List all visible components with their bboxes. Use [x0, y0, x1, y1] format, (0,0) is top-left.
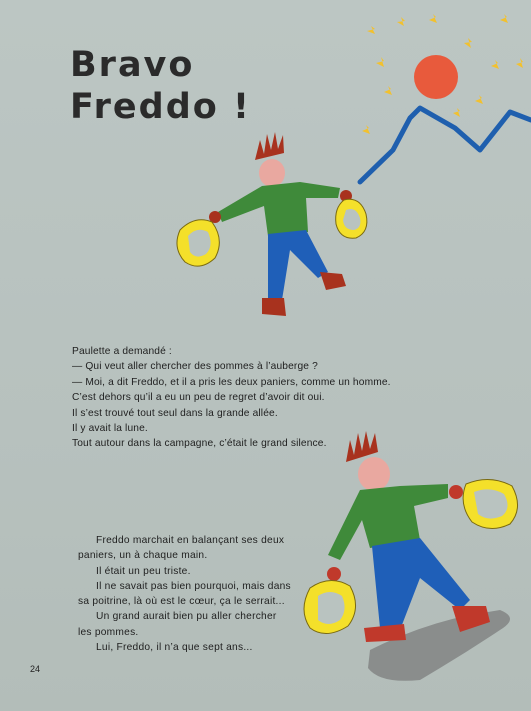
text-line: Il ne savait pas bien pourquoi, mais dans	[96, 580, 291, 592]
shoe	[320, 272, 346, 290]
head	[259, 159, 285, 187]
star-icon	[516, 58, 523, 68]
text-line: Freddo marchait en balançant ses deux	[96, 535, 285, 546]
text-line: — Moi, a dit Freddo, et il a pris les deux paniers, comme un homme.	[72, 376, 391, 388]
title-line-2: Freddo !	[70, 87, 251, 127]
freddo-figure-bottom	[304, 431, 518, 681]
star-icon	[475, 95, 483, 104]
jacket	[218, 182, 340, 236]
text-line: Il s’est trouvé tout seul dans la grande allée.	[72, 407, 278, 419]
moon-icon	[414, 55, 458, 99]
hair	[255, 132, 284, 160]
paragraph-1	[72, 344, 402, 452]
page-number: 24	[30, 664, 41, 674]
star-icon	[491, 60, 499, 69]
title-line-1: Bravo	[70, 45, 195, 85]
star-icon	[384, 86, 392, 95]
head	[358, 457, 390, 491]
shoe	[262, 298, 286, 316]
text-line: Un grand aurait bien pu aller chercher	[96, 611, 277, 623]
night-sky-illustration	[360, 14, 531, 182]
text-line: Paulette a demandé :	[72, 346, 172, 357]
star-icon	[464, 38, 472, 48]
text-line: Il y avait la lune.	[72, 423, 148, 435]
star-icon	[362, 125, 370, 134]
path-line	[360, 108, 531, 182]
text-line: sa poitrine, là où est le cœur, ça le serrait...	[78, 596, 285, 608]
text-line: les pommes.	[78, 626, 139, 638]
star-icon	[376, 57, 384, 67]
star-icon	[453, 108, 460, 117]
text-line: — Qui veut aller chercher des pommes à l’auberge ?	[72, 361, 318, 373]
trousers	[268, 230, 328, 300]
text-line: Tout autour dans la campagne, c’était le grand silence.	[72, 438, 327, 450]
text-line: C’est dehors qu’il a eu un peu de regret d’avoir dit oui.	[72, 392, 325, 404]
text-line: paniers, un à chaque main.	[78, 550, 208, 562]
star-icon	[367, 26, 375, 34]
shoe	[364, 624, 406, 642]
star-icon	[429, 14, 437, 23]
freddo-figure-top	[177, 132, 367, 316]
text-line: Lui, Freddo, il n’a que sept ans...	[96, 642, 253, 654]
star-icon	[500, 14, 508, 23]
paragraph-2	[78, 533, 296, 655]
text-line: Il était un peu triste.	[96, 565, 191, 577]
star-icon	[397, 17, 405, 26]
